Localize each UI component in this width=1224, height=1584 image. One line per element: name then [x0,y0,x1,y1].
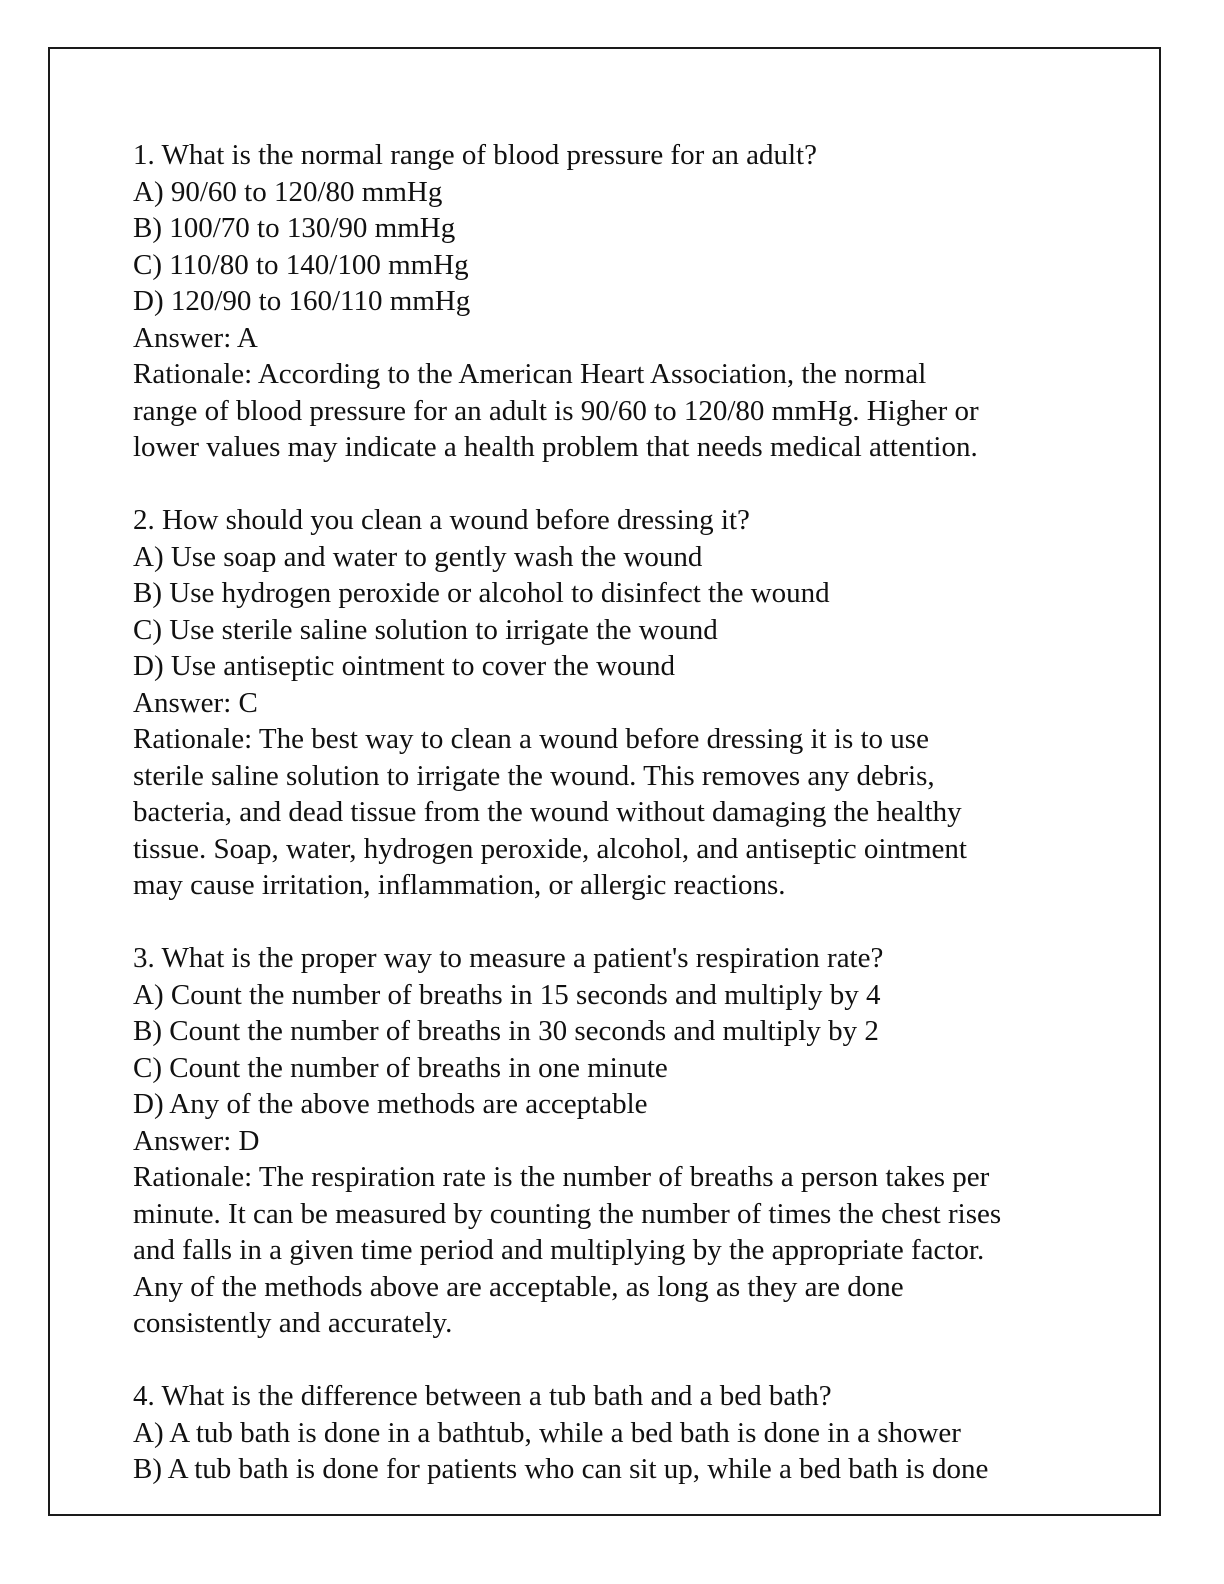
rationale-line: and falls in a given time period and multiplying by the appropriate factor. [133,1234,985,1266]
question-2 [133,502,1133,904]
rationale-line: sterile saline solution to irrigate the wound. This removes any debris, [133,759,935,792]
option-b: B) Count the number of breaths in 30 seconds and multiply by 2 [133,1015,879,1047]
rationale-line: consistently and accurately. [133,1307,453,1339]
question-stem: 4. What is the difference between a tub bath and a bed bath? [133,1380,832,1412]
option-c: C) Count the number of breaths in one minute [133,1051,668,1084]
answer: Answer: C [133,686,258,719]
option-a: A) Count the number of breaths in 15 seconds and multiply by 4 [133,978,881,1011]
option-d: D) Use antiseptic ointment to cover the wound [133,650,676,682]
question-stem: 3. What is the proper way to measure a patient's respiration rate? [133,942,884,974]
answer: Answer: A [133,321,258,354]
option-c: C) 110/80 to 140/100 mmHg [133,248,469,281]
question-stem: 1. What is the normal range of blood pressure for an adult? [133,139,817,171]
rationale-line: Rationale: The best way to clean a wound before dressing it is to use [133,723,929,755]
answer: Answer: D [133,1124,260,1157]
rationale-line: minute. It can be measured by counting the number of times the chest rises [133,1197,1002,1230]
option-a: A) Use soap and water to gently wash the wound [133,540,703,573]
rationale-line: Any of the methods above are acceptable, as long as they are done [133,1270,904,1303]
document-body [133,137,1133,1516]
rationale-line: Rationale: According to the American Heart Association, the normal [133,358,927,390]
option-d: D) 120/90 to 160/110 mmHg [133,285,471,317]
option-b: B) Use hydrogen peroxide or alcohol to disinfect the wound [133,577,830,609]
question-3 [133,940,1133,1342]
rationale-line: may cause irritation, inflammation, or allergic reactions. [133,869,786,901]
page-border [48,47,1161,1516]
rationale-line: range of blood pressure for an adult is 90/60 to 120/80 mmHg. Higher or [133,394,979,427]
question-4 [133,1378,1133,1488]
rationale-line: tissue. Soap, water, hydrogen peroxide, alcohol, and antiseptic ointment [133,832,967,865]
option-d: D) Any of the above methods are acceptable [133,1088,648,1120]
rationale-line: Rationale: The respiration rate is the number of breaths a person takes per [133,1161,990,1193]
option-a: A) 90/60 to 120/80 mmHg [133,175,443,208]
option-b: B) 100/70 to 130/90 mmHg [133,212,456,244]
option-a: A) A tub bath is done in a bathtub, while a bed bath is done in a shower [133,1416,961,1449]
rationale-line: bacteria, and dead tissue from the wound without damaging the healthy [133,796,962,828]
question-1 [133,137,1133,466]
question-stem: 2. How should you clean a wound before dressing it? [133,504,750,536]
rationale-line: lower values may indicate a health problem that needs medical attention. [133,431,978,463]
option-b: B) A tub bath is done for patients who can sit up, while a bed bath is done [133,1453,989,1485]
option-c: C) Use sterile saline solution to irrigate the wound [133,613,718,646]
